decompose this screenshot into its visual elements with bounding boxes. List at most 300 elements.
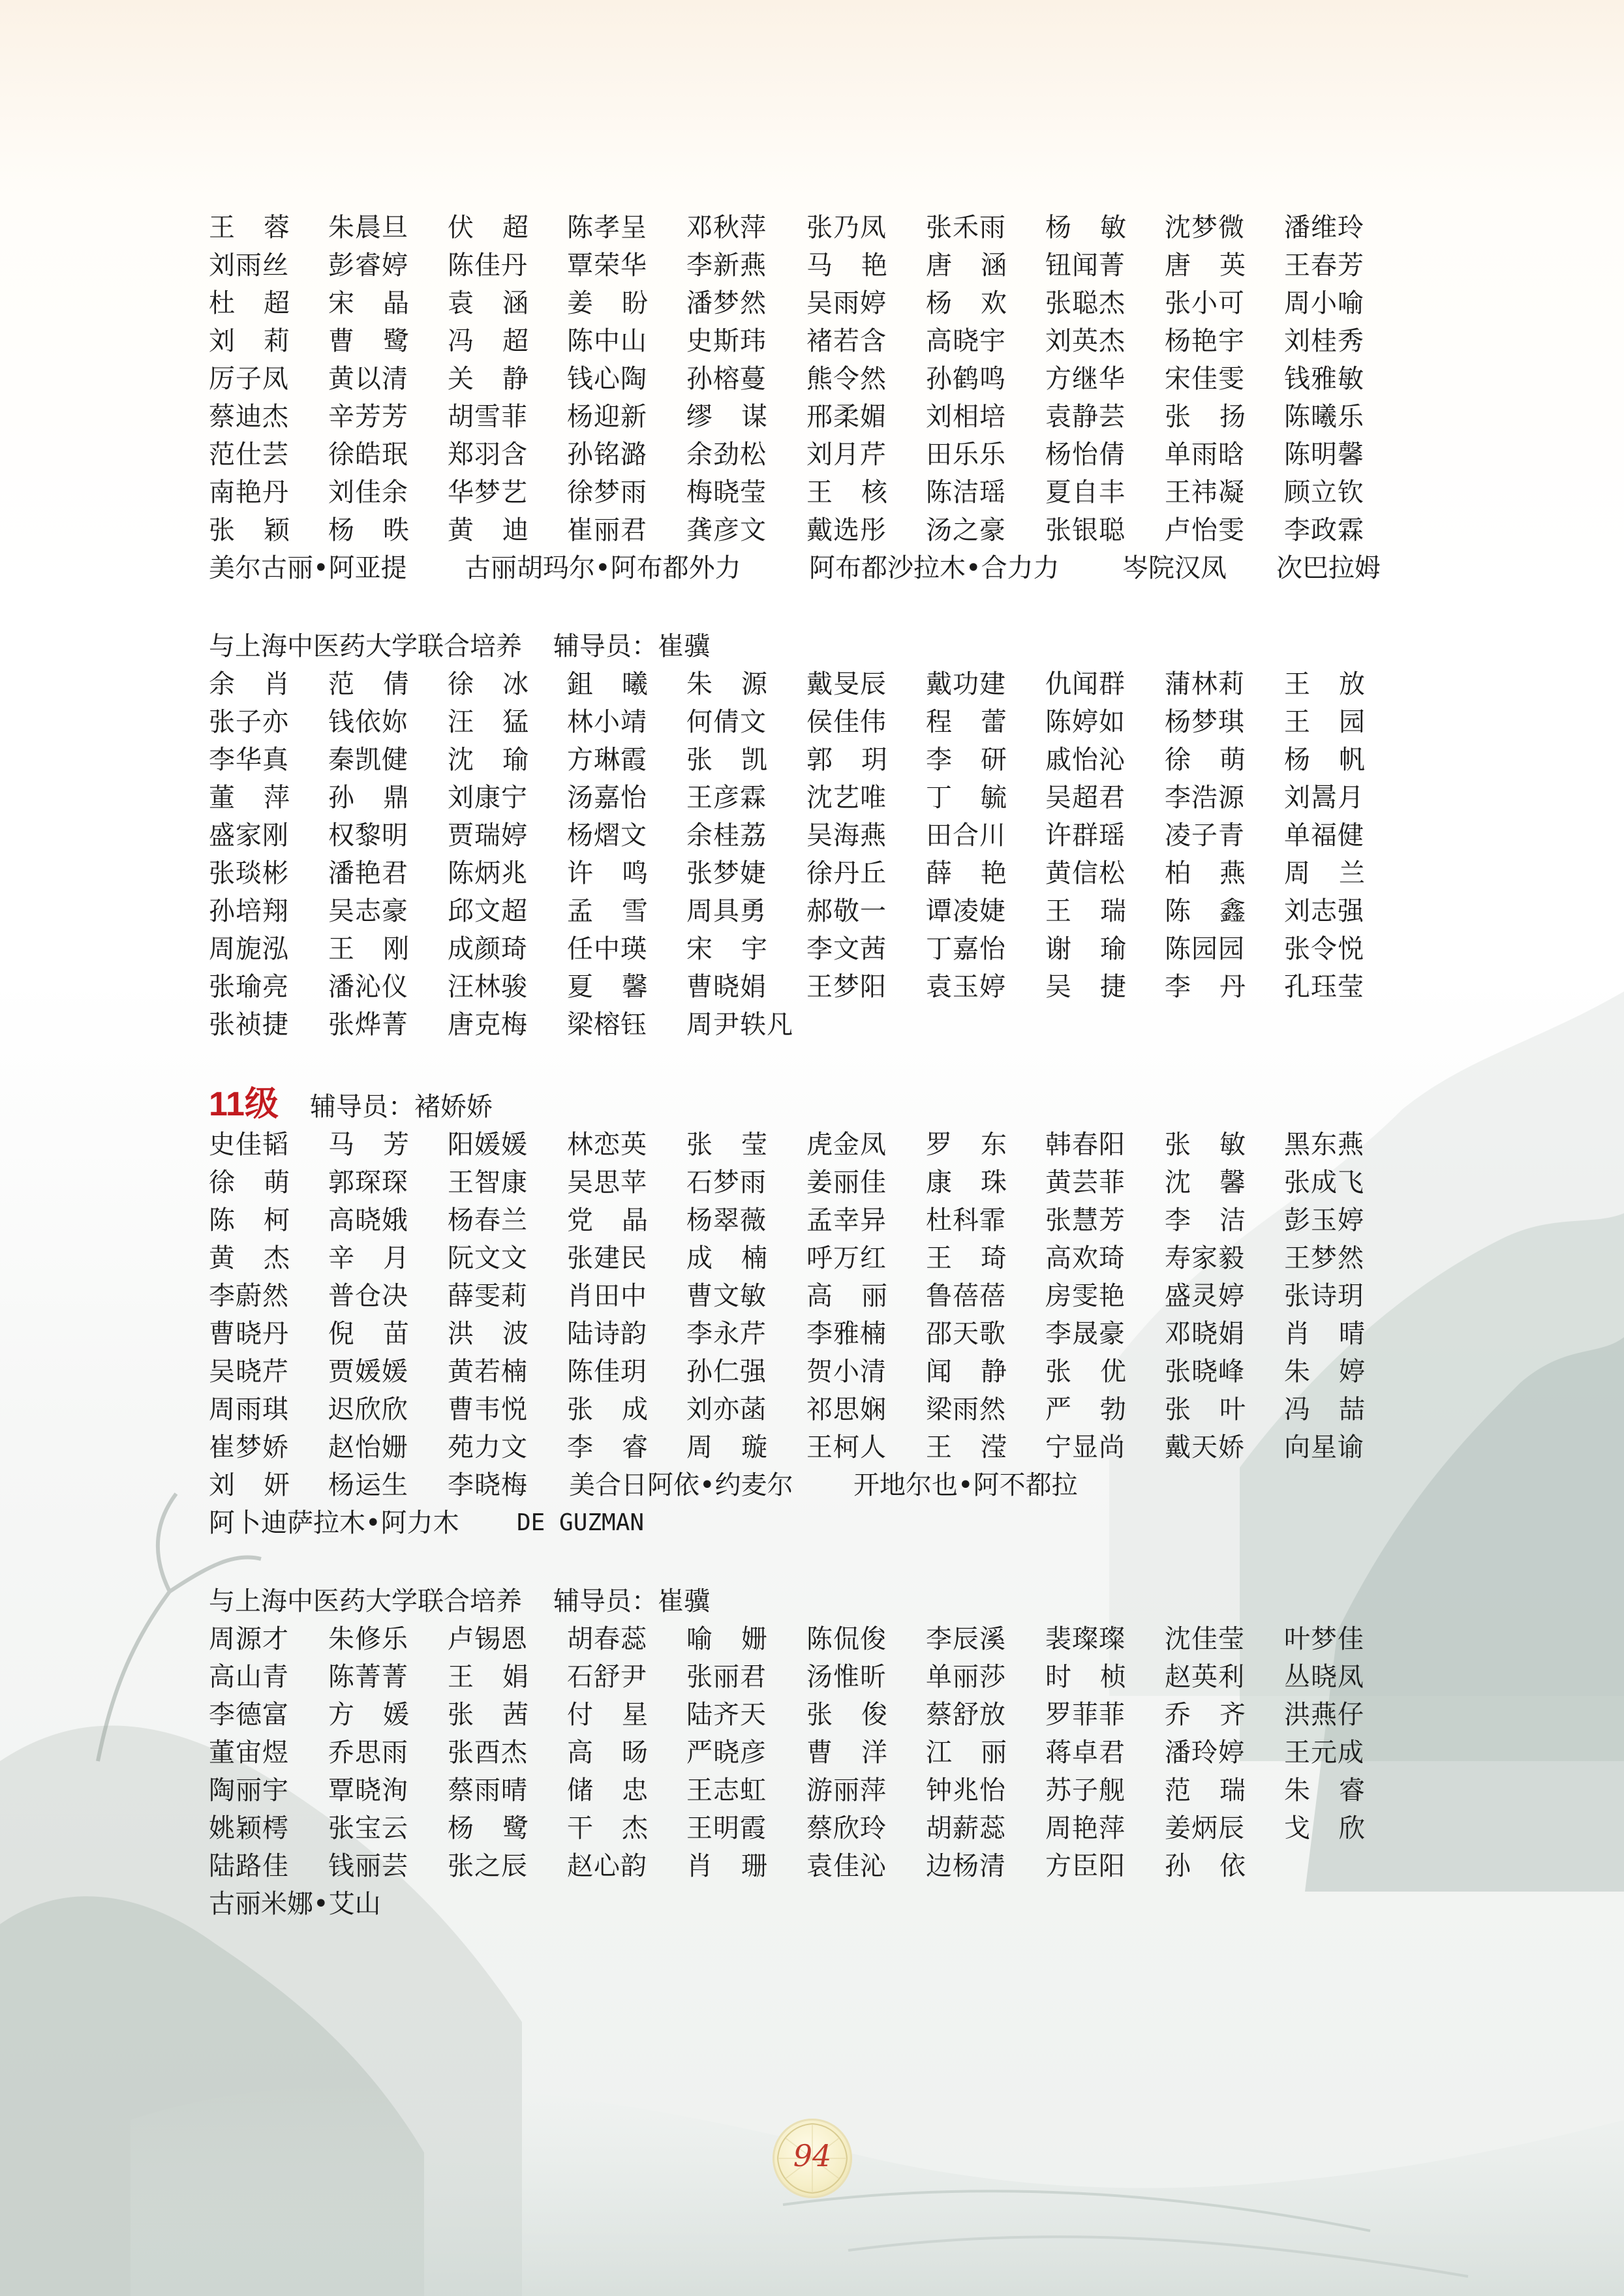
- person-name: 李政霖: [1284, 515, 1364, 545]
- person-name: 张优: [1045, 1357, 1155, 1387]
- name-row: [0, 1620, 1624, 1658]
- tutor-label: 辅导员：褚娇娇: [309, 1092, 493, 1122]
- person-name: 刘亦菡: [686, 1395, 767, 1425]
- name-row: [0, 1164, 1624, 1201]
- person-name: 陈明馨: [1284, 440, 1364, 470]
- person-name: 陈侃俊: [806, 1624, 887, 1654]
- person-name: 史佳韬: [209, 1130, 289, 1160]
- person-name: 谢瑜: [1045, 934, 1155, 964]
- person-name: 高旸: [567, 1738, 677, 1768]
- long-name: 美尔古丽•阿亚提: [209, 553, 407, 583]
- person-name: 薛雯莉: [448, 1281, 528, 1311]
- person-name: 杨翠薇: [686, 1205, 767, 1235]
- long-name: 开地尔也•阿不都拉: [853, 1470, 1078, 1500]
- person-name: 唐克梅: [448, 1010, 528, 1040]
- person-name: 黄芸菲: [1045, 1168, 1126, 1198]
- person-name: 冯喆: [1284, 1395, 1394, 1425]
- person-name: 曹洋: [806, 1738, 916, 1768]
- person-name: 普仓决: [328, 1281, 408, 1311]
- person-name: 洪波: [448, 1319, 557, 1349]
- person-name: 杨怡倩: [1045, 440, 1126, 470]
- person-name: 乔思雨: [328, 1738, 408, 1768]
- program-title: 与上海中医药大学联合培养: [209, 1586, 522, 1616]
- person-name: 朱婷: [1284, 1357, 1394, 1387]
- person-name: 唐英: [1165, 250, 1274, 280]
- name-row: [0, 1277, 1624, 1315]
- person-name: 刘桂秀: [1284, 326, 1364, 356]
- person-name: 曹晓丹: [209, 1319, 289, 1349]
- person-name: 徐丹丘: [806, 858, 887, 888]
- person-name: 张茜: [448, 1700, 557, 1730]
- person-name: 范仕芸: [209, 440, 289, 470]
- person-name: 呼万红: [806, 1243, 887, 1273]
- person-name: 汤嘉怡: [567, 783, 647, 813]
- name-row: [0, 779, 1624, 817]
- person-name: 周兰: [1284, 858, 1394, 888]
- person-name: 刘雨丝: [209, 250, 289, 280]
- person-name: 周源才: [209, 1624, 289, 1654]
- person-name: 夏自丰: [1045, 477, 1126, 507]
- person-name: 沈梦微: [1165, 213, 1245, 243]
- person-name: 李雅楠: [806, 1319, 887, 1349]
- person-name: 贾媛媛: [328, 1357, 408, 1387]
- name-row: [0, 703, 1624, 741]
- person-name: 梁榕钰: [567, 1010, 647, 1040]
- person-name: 蒲林莉: [1165, 669, 1245, 699]
- person-name: 陆诗韵: [567, 1319, 647, 1349]
- person-name: 林小靖: [567, 707, 647, 737]
- person-name: 董萍: [209, 783, 318, 813]
- person-name: 杨敏: [1045, 213, 1155, 243]
- name-row: [0, 1315, 1624, 1353]
- person-name: 汪林骏: [448, 972, 528, 1002]
- person-name: 严晓彦: [686, 1738, 767, 1768]
- person-name: 盛灵婷: [1165, 1281, 1245, 1311]
- name-row: [0, 854, 1624, 892]
- person-name: 张烨菁: [328, 1010, 408, 1040]
- person-name: 薛艳: [926, 858, 1035, 888]
- person-name: 严勃: [1045, 1395, 1155, 1425]
- person-name: 向星谕: [1284, 1432, 1364, 1462]
- person-name: 肖晴: [1284, 1319, 1394, 1349]
- person-name: 王彦霖: [686, 783, 767, 813]
- person-name: 郑羽含: [448, 440, 528, 470]
- person-name: 石梦雨: [686, 1168, 767, 1198]
- long-name: 美合日阿依•约麦尔: [569, 1470, 793, 1500]
- person-name: 倪苗: [328, 1319, 438, 1349]
- person-name: 成楠: [686, 1243, 796, 1273]
- person-name: 崔梦娇: [209, 1432, 289, 1462]
- person-name: 汪猛: [448, 707, 557, 737]
- person-name: 高丽: [806, 1281, 916, 1311]
- person-name: 戚怡沁: [1045, 745, 1126, 775]
- person-name: 范瑞: [1165, 1775, 1274, 1805]
- person-name: 李新燕: [686, 250, 767, 280]
- person-name: 王元成: [1284, 1738, 1364, 1768]
- person-name: 刘月芹: [806, 440, 887, 470]
- person-name: 刘暠月: [1284, 783, 1364, 813]
- person-name: 汤之豪: [926, 515, 1006, 545]
- person-name: 徐皓珉: [328, 440, 408, 470]
- person-name: 钱依妳: [328, 707, 408, 737]
- tutor-label: 辅导员：崔骥: [553, 631, 710, 661]
- person-name: 吴晓芹: [209, 1357, 289, 1387]
- person-name: 崔丽君: [567, 515, 647, 545]
- person-name: 单福健: [1284, 821, 1364, 851]
- person-name: 姜盼: [567, 288, 677, 318]
- person-name: 潘艳君: [328, 858, 408, 888]
- person-name: 蔡雨晴: [448, 1775, 528, 1805]
- person-name: 刘佳余: [328, 477, 408, 507]
- person-name: 王蓉: [209, 213, 318, 243]
- person-name: 陈佳丹: [448, 250, 528, 280]
- person-name: 张乃凤: [806, 213, 887, 243]
- grade-label: 11级: [209, 1085, 279, 1123]
- person-name: 阳媛媛: [448, 1130, 528, 1160]
- person-name: 黑东燕: [1284, 1130, 1364, 1160]
- person-name: 边杨清: [926, 1851, 1006, 1881]
- person-name: 张之辰: [448, 1851, 528, 1881]
- person-name: 孙鹤鸣: [926, 364, 1006, 394]
- person-name: 顾立钦: [1284, 477, 1364, 507]
- person-name: 房雯艳: [1045, 1281, 1126, 1311]
- person-name: 任中瑛: [567, 934, 647, 964]
- person-name: 陈中山: [567, 326, 647, 356]
- person-name: 李研: [926, 745, 1035, 775]
- person-name: 唐涵: [926, 250, 1035, 280]
- person-name: 孟雪: [567, 896, 677, 926]
- person-name: 黄迪: [448, 515, 557, 545]
- person-name: 谭凌婕: [926, 896, 1006, 926]
- person-name: 单雨晗: [1165, 440, 1245, 470]
- name-row: [0, 1734, 1624, 1772]
- long-name: 古丽米娜•艾山: [209, 1889, 381, 1919]
- person-name: 杨迎新: [567, 402, 647, 432]
- person-name: 黄以清: [328, 364, 408, 394]
- person-name: 邓晓娟: [1165, 1319, 1245, 1349]
- person-name: 闻静: [926, 1357, 1035, 1387]
- person-name: 王琦: [926, 1243, 1035, 1273]
- person-name: 乔齐: [1165, 1700, 1274, 1730]
- person-name: 赵英利: [1165, 1662, 1245, 1692]
- person-name: 王梦阳: [806, 972, 887, 1002]
- person-name: 周旎泓: [209, 934, 289, 964]
- person-name: 马芳: [328, 1130, 438, 1160]
- person-name: 陈孝呈: [567, 213, 647, 243]
- person-name: 陶丽宇: [209, 1775, 289, 1805]
- person-name: 邓秋萍: [686, 213, 767, 243]
- person-name: 戴天娇: [1165, 1432, 1245, 1462]
- person-name: 周璇: [686, 1432, 796, 1462]
- person-name: 田合川: [926, 821, 1006, 851]
- person-name: 周具勇: [686, 896, 767, 926]
- person-name: 龚彦文: [686, 515, 767, 545]
- person-name: 吴思苹: [567, 1168, 647, 1198]
- person-name: 孙铭潞: [567, 440, 647, 470]
- person-name: 蔡舒放: [926, 1700, 1006, 1730]
- person-name: 华梦艺: [448, 477, 528, 507]
- person-name: 吴志豪: [328, 896, 408, 926]
- person-name: 王春芳: [1284, 250, 1364, 280]
- person-name: 冯超: [448, 326, 557, 356]
- name-row: [0, 1809, 1624, 1847]
- person-name: 张扬: [1165, 402, 1274, 432]
- person-name: 辛芳芳: [328, 402, 408, 432]
- person-name: 钟兆怡: [926, 1775, 1006, 1805]
- name-row: [0, 1658, 1624, 1696]
- person-name: 宋宇: [686, 934, 796, 964]
- person-name: 张慧芳: [1045, 1205, 1126, 1235]
- name-row: [0, 665, 1624, 703]
- person-name: 虎金凤: [806, 1130, 887, 1160]
- person-name: 袁静芸: [1045, 402, 1126, 432]
- person-name: 覃荣华: [567, 250, 647, 280]
- person-name: 王刚: [328, 934, 438, 964]
- person-name: 裴璨璨: [1045, 1624, 1126, 1654]
- person-name: 沈瑜: [448, 745, 557, 775]
- long-name: 阿布都沙拉木•合力力: [809, 553, 1060, 583]
- person-name: 李永芹: [686, 1319, 767, 1349]
- person-name: 刘妍: [209, 1470, 318, 1500]
- person-name: 沈馨: [1165, 1168, 1274, 1198]
- person-name: 卢怡雯: [1165, 515, 1245, 545]
- person-name: 陈洁瑶: [926, 477, 1006, 507]
- person-name: 王核: [806, 477, 916, 507]
- person-name: 李丹: [1165, 972, 1274, 1002]
- person-name: 苑力文: [448, 1432, 528, 1462]
- person-name: 邵天歌: [926, 1319, 1006, 1349]
- person-name: 褚若含: [806, 326, 887, 356]
- person-name: 陈婷如: [1045, 707, 1126, 737]
- person-name: 陈鑫: [1165, 896, 1274, 926]
- person-name: 吴超君: [1045, 783, 1126, 813]
- person-name: 胡薪蕊: [926, 1813, 1006, 1843]
- person-name: 杨艳宇: [1165, 326, 1245, 356]
- person-name: 杨熠文: [567, 821, 647, 851]
- person-name: 袁佳沁: [806, 1851, 887, 1881]
- person-name: 李文茜: [806, 934, 887, 964]
- name-row: [0, 1847, 1624, 1885]
- person-name: 许群瑶: [1045, 821, 1126, 851]
- person-name: 孔珏莹: [1284, 972, 1364, 1002]
- person-name: 关静: [448, 364, 557, 394]
- person-name: 刘康宁: [448, 783, 528, 813]
- person-name: 李蔚然: [209, 1281, 289, 1311]
- person-name: 刘志强: [1284, 896, 1364, 926]
- name-row: [0, 1353, 1624, 1391]
- section-heading: [209, 1582, 710, 1620]
- person-name: 余肖: [209, 669, 318, 699]
- person-name: 覃晓洵: [328, 1775, 408, 1805]
- person-name: 王祎凝: [1165, 477, 1245, 507]
- person-name: 单丽莎: [926, 1662, 1006, 1692]
- person-name: 王梦然: [1284, 1243, 1364, 1273]
- person-name: 张敏: [1165, 1130, 1274, 1160]
- person-name: 姚颖樗: [209, 1813, 289, 1843]
- person-name: 朱睿: [1284, 1775, 1394, 1805]
- person-name: 徐冰: [448, 669, 557, 699]
- name-row: [0, 1391, 1624, 1428]
- person-name: 南艳丹: [209, 477, 289, 507]
- person-name: 苏子舰: [1045, 1775, 1126, 1805]
- person-name: 杨春兰: [448, 1205, 528, 1235]
- person-name: 胡春蕊: [567, 1624, 647, 1654]
- person-name: 戈欣: [1284, 1813, 1394, 1843]
- person-name: 王放: [1284, 669, 1394, 699]
- person-name: 黄信松: [1045, 858, 1126, 888]
- person-name: 吴捷: [1045, 972, 1155, 1002]
- person-name: 陈佳玥: [567, 1357, 647, 1387]
- person-name: 高欢琦: [1045, 1243, 1126, 1273]
- name-row: [0, 930, 1624, 968]
- person-name: 沈佳莹: [1165, 1624, 1245, 1654]
- person-name: 杨梦琪: [1165, 707, 1245, 737]
- person-name: 张酉杰: [448, 1738, 528, 1768]
- person-name: 鲁蓓蓓: [926, 1281, 1006, 1311]
- name-row: [0, 1201, 1624, 1239]
- person-name: 寿家毅: [1165, 1243, 1245, 1273]
- person-name: 张聪杰: [1045, 288, 1126, 318]
- person-name: 王瑞: [1045, 896, 1155, 926]
- person-name: 钱心陶: [567, 364, 647, 394]
- person-name: 王明霞: [686, 1813, 767, 1843]
- person-name: 肖珊: [686, 1851, 796, 1881]
- person-name: 罗菲菲: [1045, 1700, 1126, 1730]
- person-name: 卢锡恩: [448, 1624, 528, 1654]
- name-row: [0, 398, 1624, 436]
- person-name: 石舒尹: [567, 1662, 647, 1692]
- person-name: 杨运生: [328, 1470, 408, 1500]
- person-name: 李华真: [209, 745, 289, 775]
- person-name: 杨鹭: [448, 1813, 557, 1843]
- person-name: 伏超: [448, 213, 557, 243]
- person-name: 戴选彤: [806, 515, 887, 545]
- person-name: 王志虹: [686, 1775, 767, 1805]
- person-name: 潘玲婷: [1165, 1738, 1245, 1768]
- person-name: 李德富: [209, 1700, 289, 1730]
- person-name: 蔡迪杰: [209, 402, 289, 432]
- name-row: [0, 474, 1624, 511]
- person-name: 杜科霏: [926, 1205, 1006, 1235]
- person-name: 赵心韵: [567, 1851, 647, 1881]
- person-name: 周小喻: [1284, 288, 1364, 318]
- person-name: 游丽萍: [806, 1775, 887, 1805]
- name-row: [0, 1466, 1624, 1504]
- person-name: 张晓峰: [1165, 1357, 1245, 1387]
- person-name: 朱晨旦: [328, 213, 408, 243]
- person-name: 成颜琦: [448, 934, 528, 964]
- name-row: [0, 1696, 1624, 1734]
- person-name: 马艳: [806, 250, 916, 280]
- person-name: 张宝云: [328, 1813, 408, 1843]
- person-name: 宋晶: [328, 288, 438, 318]
- person-name: 曹文敏: [686, 1281, 767, 1311]
- person-name: 郭琛琛: [328, 1168, 408, 1198]
- person-name: 郭玥: [806, 745, 916, 775]
- person-name: 干杰: [567, 1813, 677, 1843]
- person-name: 贾瑞婷: [448, 821, 528, 851]
- person-name: 辛月: [328, 1243, 438, 1273]
- person-name: 戴功建: [926, 669, 1006, 699]
- person-name: 钮闻菁: [1045, 250, 1126, 280]
- person-name: 余桂荔: [686, 821, 767, 851]
- name-row: [0, 322, 1624, 360]
- person-name: 方琳霞: [567, 745, 647, 775]
- person-name: 王园: [1284, 707, 1394, 737]
- person-name: 蒋卓君: [1045, 1738, 1126, 1768]
- name-row: [0, 892, 1624, 930]
- name-row: [0, 741, 1624, 779]
- person-name: 钱丽芸: [328, 1851, 408, 1881]
- person-name: 宁显尚: [1045, 1432, 1126, 1462]
- person-name: 缪谋: [686, 402, 796, 432]
- person-name: 张凯: [686, 745, 796, 775]
- person-name: 吴海燕: [806, 821, 887, 851]
- person-name: 郝敬一: [806, 896, 887, 926]
- person-name: 孙鼎: [328, 783, 438, 813]
- name-row: [0, 247, 1624, 284]
- person-name: 张子亦: [209, 707, 289, 737]
- name-row: [0, 436, 1624, 474]
- person-name: 张建民: [567, 1243, 647, 1273]
- name-row: [0, 360, 1624, 398]
- person-name: 戴旻辰: [806, 669, 887, 699]
- person-name: 余劲松: [686, 440, 767, 470]
- person-name: 夏馨: [567, 972, 677, 1002]
- name-row: [0, 817, 1624, 854]
- page-number-badge: [773, 2119, 852, 2198]
- person-name: 彭睿婷: [328, 250, 408, 280]
- person-name: 张银聪: [1045, 515, 1126, 545]
- person-name: 赵怡姗: [328, 1432, 408, 1462]
- person-name: 张叶: [1165, 1395, 1274, 1425]
- person-name: 祁思娴: [806, 1395, 887, 1425]
- long-name: 阿卜迪萨拉木•阿力木: [209, 1508, 459, 1538]
- person-name: 孟幸异: [806, 1205, 887, 1235]
- person-name: 康珠: [926, 1168, 1035, 1198]
- person-name: 权黎明: [328, 821, 408, 851]
- long-name-row: [0, 1885, 1624, 1923]
- person-name: 张琰彬: [209, 858, 289, 888]
- long-name-row: [0, 549, 1624, 587]
- person-name: 张瑜亮: [209, 972, 289, 1002]
- person-name: 李睿: [567, 1432, 677, 1462]
- person-name: 潘维玲: [1284, 213, 1364, 243]
- person-name: 阮文文: [448, 1243, 528, 1273]
- person-name: 张颖: [209, 515, 318, 545]
- person-name: 姜丽佳: [806, 1168, 887, 1198]
- person-name: 丛晓凤: [1284, 1662, 1364, 1692]
- person-name: 徐梦雨: [567, 477, 647, 507]
- name-row: [0, 1006, 1624, 1044]
- person-name: 柏燕: [1165, 858, 1274, 888]
- person-name: 张成: [567, 1395, 677, 1425]
- person-name: 张俊: [806, 1700, 916, 1730]
- person-name: 袁玉婷: [926, 972, 1006, 1002]
- person-name: 高山青: [209, 1662, 289, 1692]
- person-name: 丁嘉怡: [926, 934, 1006, 964]
- person-name: 彭玉婷: [1284, 1205, 1364, 1235]
- person-name: 方继华: [1045, 364, 1126, 394]
- person-name: 李洁: [1165, 1205, 1274, 1235]
- person-name: 鉏曦: [567, 669, 677, 699]
- person-name: 张梦婕: [686, 858, 767, 888]
- person-name: 江丽: [926, 1738, 1035, 1768]
- person-name: 潘梦然: [686, 288, 767, 318]
- person-name: 王柯人: [806, 1432, 887, 1462]
- person-name: 张禾雨: [926, 213, 1006, 243]
- person-name: 秦凯健: [328, 745, 408, 775]
